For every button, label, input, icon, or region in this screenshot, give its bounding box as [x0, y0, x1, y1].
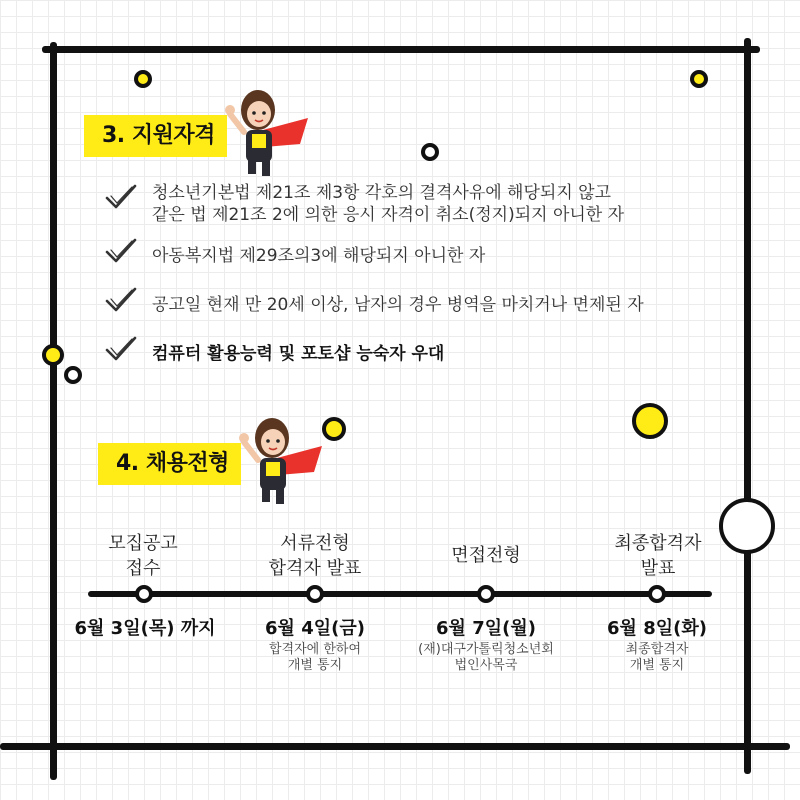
- timeline-dot: [477, 585, 495, 603]
- decorative-dot: [42, 344, 64, 366]
- decorative-dot: [421, 143, 439, 161]
- step-date: 6월 4일(금): [265, 618, 365, 639]
- section-heading-hiring-process: 4. 채용전형: [98, 443, 241, 485]
- frame-bottom-line: [0, 743, 790, 750]
- step-note: 합격자에 한하여 개별 통지: [268, 642, 362, 673]
- qualification-text: 청소년기본법 제21조 제3항 각호의 결격사유에 해당되지 않고: [152, 183, 611, 203]
- timeline-dot: [135, 585, 153, 603]
- decorative-dot: [134, 70, 152, 88]
- decorative-dot: [690, 70, 708, 88]
- qualification-text: 공고일 현재 만 20세 이상, 남자의 경우 병역을 마치거나 면제된 자: [152, 295, 644, 315]
- frame-top-line: [42, 46, 760, 53]
- timeline-dot: [648, 585, 666, 603]
- step-date: 6월 7일(월): [436, 618, 536, 639]
- step-note: 최종합격자 개별 통지: [625, 642, 689, 673]
- qualification-text: 아동복지법 제29조의3에 해당되지 아니한 자: [152, 246, 486, 266]
- check-icon: [104, 334, 138, 364]
- step-date: 6월 8일(화): [607, 618, 707, 639]
- qualification-item-1: [104, 182, 624, 226]
- section-heading-qualifications: 3. 지원자격: [84, 115, 227, 157]
- step-date: 6월 3일(목) 까지: [74, 618, 216, 639]
- superhero-woman-illustration: [222, 410, 332, 510]
- check-icon: [104, 182, 138, 212]
- qualification-text-preferred: 컴퓨터 활용능력 및 포토샵 능숙자 우대: [152, 344, 445, 364]
- qualification-item-2: [104, 236, 485, 267]
- decorative-dot: [64, 366, 82, 384]
- step-title: 모집공고 접수: [108, 533, 178, 579]
- timeline-dot: [306, 585, 324, 603]
- timeline-line: [88, 591, 712, 597]
- step-title: 최종합격자 발표: [614, 533, 702, 579]
- decorative-dot: [632, 403, 668, 439]
- qualification-text: 같은 법 제21조 2에 의한 응시 자격이 취소(정지)되지 아니한 자: [152, 205, 625, 225]
- step-note: (재)대구가톨릭청소년회 법인사목국: [418, 642, 554, 673]
- step-title: 서류전형 합격자 발표: [268, 533, 362, 579]
- check-icon: [104, 285, 138, 315]
- qualification-item-4: [104, 334, 444, 365]
- qualification-item-3: [104, 285, 644, 316]
- step-title: 면접전형: [451, 545, 521, 566]
- check-icon: [104, 236, 138, 266]
- frame-left-line: [50, 42, 57, 780]
- superhero-woman-illustration: [208, 82, 318, 182]
